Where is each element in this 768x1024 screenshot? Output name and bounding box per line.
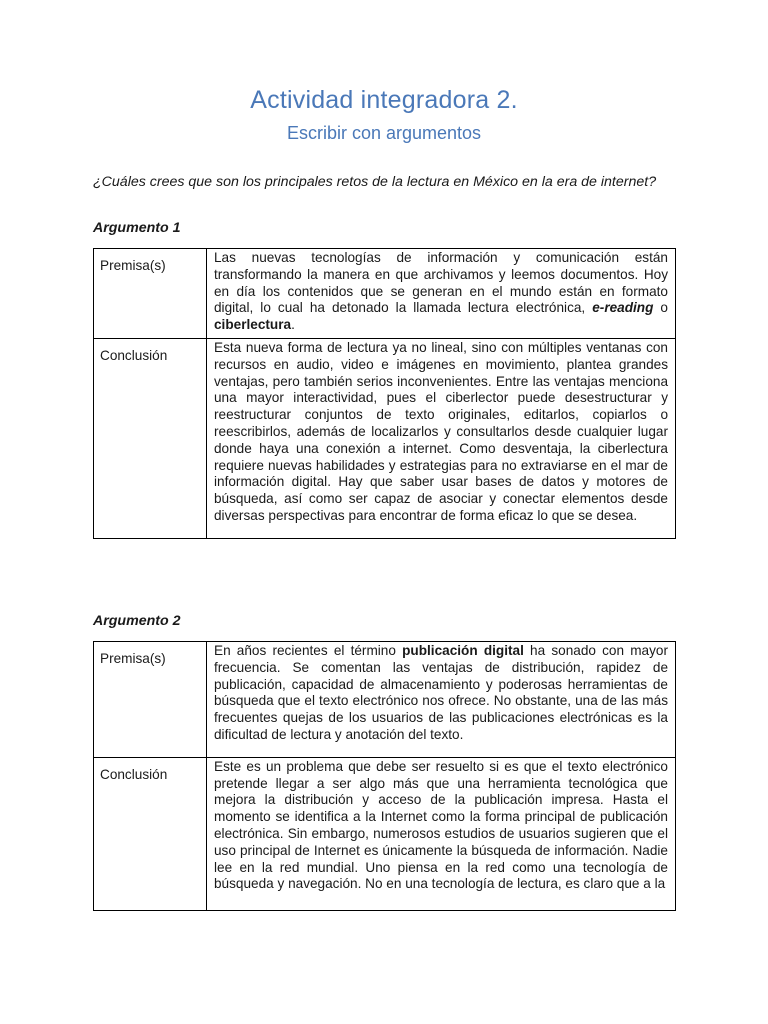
argument-2-label: Argumento 2 xyxy=(93,613,181,629)
argument-2-table xyxy=(93,641,676,911)
question-text: ¿Cuáles crees que son los principales retos de la lectura en México en la era de internet? xyxy=(93,174,657,190)
argument-2-conclusion-label: Conclusión xyxy=(94,757,207,910)
argument-1-conclusion-row xyxy=(94,338,676,538)
argument-1-premise-label: Premisa(s) xyxy=(94,249,207,339)
argument-2-conclusion-row xyxy=(94,757,676,910)
argument-1-conclusion-label: Conclusión xyxy=(94,338,207,538)
page-subtitle: Escribir con argumentos xyxy=(286,123,482,143)
argument-1-conclusion-text: Esta nueva forma de lectura ya no lineal, sino con múltiples ventanas con recursos en audio, video e imágenes en movimiento, plantea grandes ventajas, pero también serios inconvenientes. Entre las ventajas menciona una mayor interactividad, pues el ciberlector puede desestructurar y reestructurar conjuntos de texto originales, editarlos, copiarlos o reescribirlos, además de localizarlos y consultarlos desde cualquier lugar donde haya una conexión a internet. Como desventaja, la ciberlectura requiere nuevas habilidades y estrategias para no extraviarse en el mar de información digital. Hay que saber usar bases de datos y motores de búsqueda, así como ser capaz de asociar y conectar elementos desde diversas perspectivas para encontrar de forma eficaz lo que se desea. xyxy=(207,338,676,538)
argument-2-conclusion-clip: Este es un problema que debe ser resuelto si es que el texto electrónico pretende llegar a ser algo más que una herramienta tecnológica que mejora la distribución y acceso de la publicación impresa. Hasta el momento se identifica a la Internet como la forma principal de publicación electrónica. Sin embargo, numerosos estudios de usuarios sugieren que el uso principal de Internet es únicamente la búsqueda de información. Nadie lee en la red mundial. Uno piensa en la red como una tecnología de búsqueda y navegación. No en una tecnología de lectura, es claro que a la xyxy=(214,758,668,892)
argument-2-conclusion-text xyxy=(207,757,676,910)
argument-1-premise-text: Las nuevas tecnologías de información y comunicación están transformando la manera en que archivamos y leemos documentos. Hoy en día los contenidos que se generan en el mundo están en formato digital, lo cual ha detonado la llamada lectura electrónica, e-reading o ciberlectura. xyxy=(207,249,676,339)
argument-2-premise-text: En años recientes el término publicación digital ha sonado con mayor frecuencia. Se comentan las ventajas de distribución, rapidez de publicación, capacidad de almacenamiento y poderosas herramientas de búsqueda que el texto electrónico nos ofrece. No obstante, una de las más frecuentes quejas de los usuarios de las publicaciones electrónicas es la dificultad de lectura y anotación del texto. xyxy=(207,642,676,758)
argument-1-label: Argumento 1 xyxy=(93,220,181,236)
argument-1-table xyxy=(93,248,676,539)
argument-2-premise-row xyxy=(94,642,676,758)
page-title: Actividad integradora 2. xyxy=(250,86,518,114)
argument-1-premise-row xyxy=(94,249,676,339)
argument-2-premise-label: Premisa(s) xyxy=(94,642,207,758)
